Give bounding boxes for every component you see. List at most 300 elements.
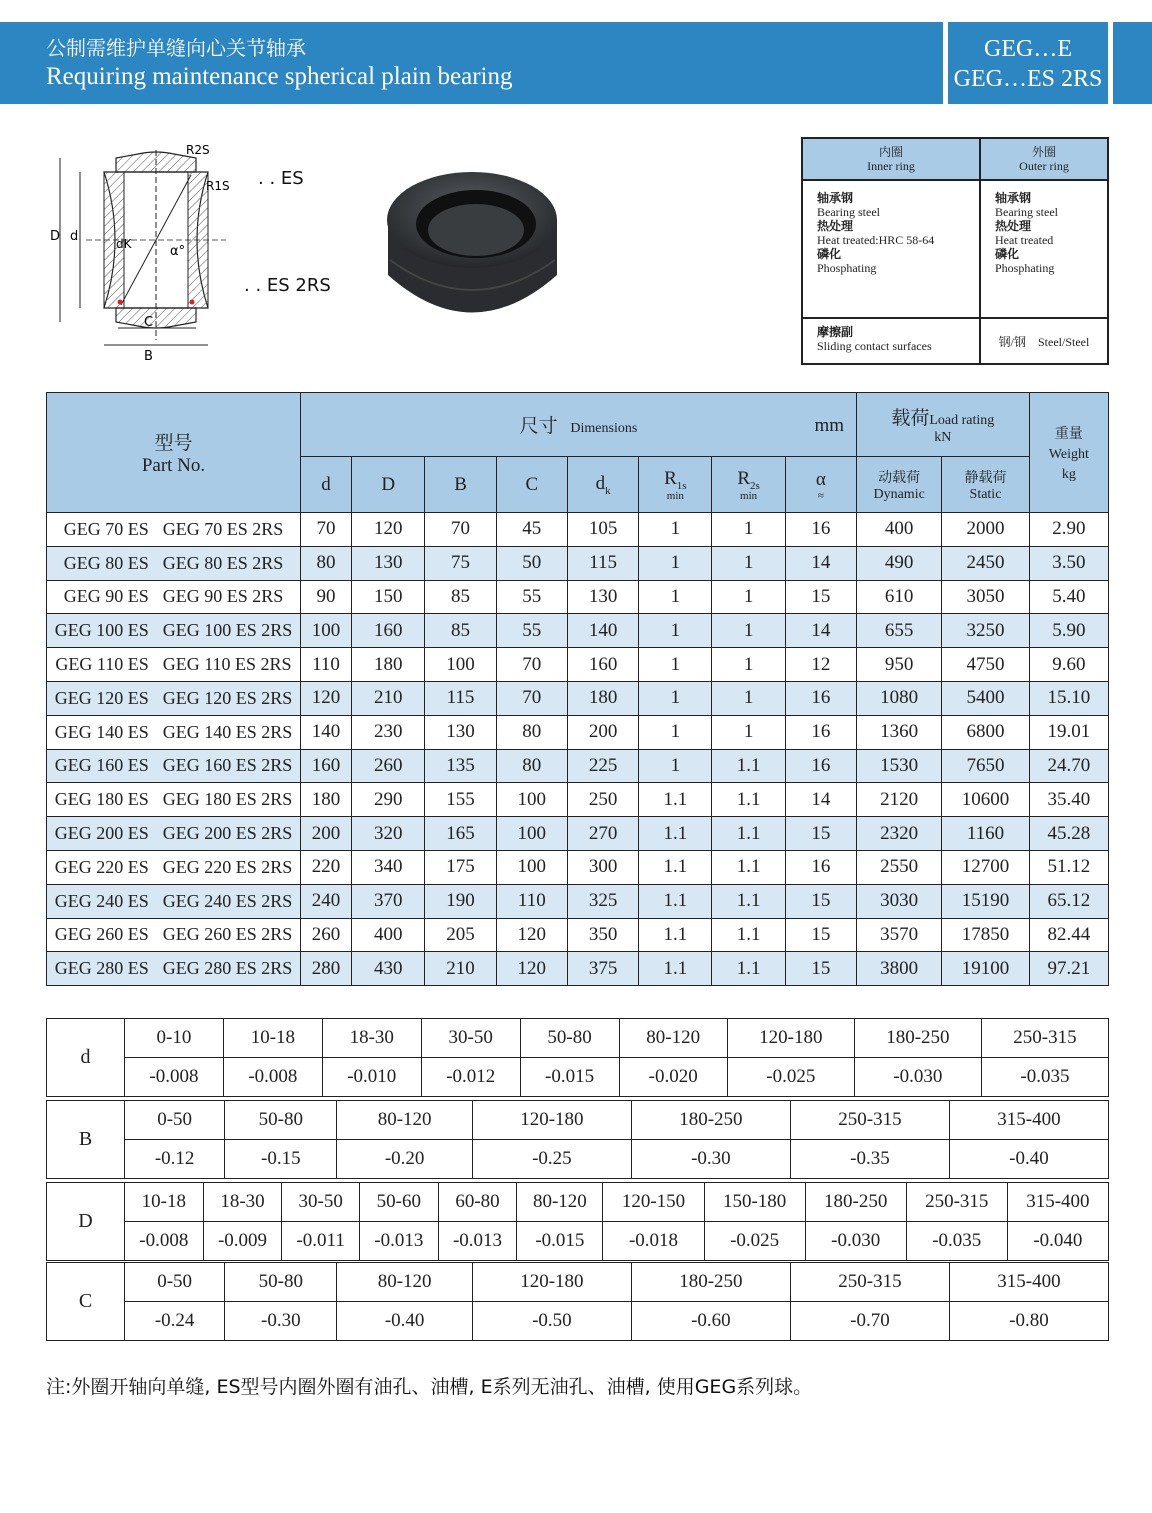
table-cell: 1080: [857, 681, 942, 715]
table-row: [47, 952, 1109, 986]
table-cell: 15190: [942, 884, 1029, 918]
table-cell: 55: [496, 580, 567, 614]
tolerance-table-C: [46, 1262, 1109, 1341]
table-cell: 160: [352, 614, 425, 648]
tolerance-value: -0.035: [981, 1058, 1108, 1097]
dk-sub: k: [605, 484, 611, 497]
table-cell: 320: [352, 817, 425, 851]
tolerance-range: 180-250: [631, 1101, 790, 1140]
part-es-2rs: GEG 80 ES 2RS: [162, 552, 284, 573]
tolerance-range: 315-400: [1007, 1183, 1108, 1222]
table-cell: 9.60: [1029, 648, 1108, 682]
tolerance-value: -0.015: [520, 1058, 619, 1097]
table-cell: 1.1: [712, 952, 785, 986]
alpha-main: α: [815, 468, 826, 490]
table-cell: 120: [352, 513, 425, 547]
sta-en: Static: [969, 486, 1002, 502]
series-banner: [948, 22, 1108, 104]
table-row: [47, 783, 1109, 817]
table-cell: 45: [496, 513, 567, 547]
tolerance-label: B: [47, 1101, 125, 1179]
tolerance-range: 0-10: [125, 1019, 224, 1058]
tolerance-value: -0.040: [1007, 1222, 1108, 1261]
label-B: B: [144, 349, 153, 364]
tolerance-label: C: [47, 1263, 125, 1341]
header-edge: [1113, 22, 1152, 104]
tolerance-value: -0.008: [125, 1222, 204, 1261]
table-cell: 1: [639, 580, 712, 614]
tolerance-value: -0.030: [805, 1222, 906, 1261]
table-cell: 260: [352, 749, 425, 783]
part-es: GEG 70 ES: [63, 518, 149, 539]
title-en: Requiring maintenance spherical plain bearing: [46, 63, 513, 90]
table-cell: 1: [712, 648, 785, 682]
tolerance-range: 10-18: [223, 1019, 322, 1058]
sliding-cn: 摩擦副: [817, 325, 854, 339]
table-cell: 3800: [857, 952, 942, 986]
part-es-2rs: GEG 70 ES 2RS: [162, 518, 284, 539]
col-r1s: [639, 457, 712, 513]
part-es: GEG 240 ES: [54, 890, 149, 911]
part-es-2rs: GEG 100 ES 2RS: [162, 620, 293, 641]
table-cell: 3570: [857, 918, 942, 952]
outer-ring-spec: [980, 180, 1108, 318]
tolerance-value: -0.018: [603, 1222, 704, 1261]
table-cell: 2450: [942, 546, 1029, 580]
bearing-photo: [380, 150, 565, 330]
table-row: [47, 850, 1109, 884]
table-cell: 250: [567, 783, 638, 817]
table-cell: 3250: [942, 614, 1029, 648]
weight-en: Weight: [1048, 446, 1089, 462]
table-cell: 205: [425, 918, 496, 952]
table-cell: 85: [425, 580, 496, 614]
inner-ring-spec: [802, 180, 980, 318]
table-cell: 1.1: [639, 850, 712, 884]
part-es: GEG 100 ES: [54, 620, 149, 641]
table-cell: 1.1: [712, 749, 785, 783]
part-es-2rs: GEG 120 ES 2RS: [162, 687, 293, 708]
label-r2s: R2S: [186, 143, 210, 157]
table-cell: 1: [639, 715, 712, 749]
tolerance-value: -0.015: [517, 1222, 603, 1261]
r2s-sub: 2s: [750, 479, 760, 492]
tolerance-range: 30-50: [282, 1183, 360, 1222]
tolerance-range: 250-315: [906, 1183, 1007, 1222]
part-es-2rs: GEG 280 ES 2RS: [162, 958, 293, 979]
load-header: [857, 393, 1030, 457]
tolerance-range: 120-180: [727, 1019, 854, 1058]
tolerance-value: -0.008: [223, 1058, 322, 1097]
table-cell: 5400: [942, 681, 1029, 715]
label-dk: dK: [116, 237, 132, 251]
tolerance-value: -0.12: [125, 1140, 225, 1179]
table-cell: 120: [496, 952, 567, 986]
table-cell: 610: [857, 580, 942, 614]
table-cell: 130: [352, 546, 425, 580]
tolerance-range: 30-50: [421, 1019, 520, 1058]
tolerance-value: -0.60: [631, 1302, 790, 1341]
part-es-2rs: GEG 240 ES 2RS: [162, 890, 293, 911]
table-cell: 1: [639, 681, 712, 715]
tolerance-value: -0.008: [125, 1058, 224, 1097]
part-es: GEG 120 ES: [54, 687, 149, 708]
col-C: C: [496, 457, 567, 513]
spec-line: 磷化: [995, 247, 1020, 261]
tolerance-value: -0.030: [854, 1058, 981, 1097]
tolerance-range: 80-120: [337, 1263, 473, 1302]
dims-unit: mm: [814, 415, 844, 436]
table-cell: 1: [712, 513, 785, 547]
table-cell: 1.1: [712, 850, 785, 884]
spec-line: 磷化: [817, 247, 842, 261]
table-cell: 14: [785, 783, 856, 817]
table-cell: 75: [425, 546, 496, 580]
tolerance-range: 80-120: [619, 1019, 727, 1058]
part-no-cell: [47, 918, 301, 952]
tolerance-range: 50-80: [520, 1019, 619, 1058]
tolerance-value: -0.15: [225, 1140, 337, 1179]
part-es-2rs: GEG 110 ES 2RS: [162, 654, 292, 675]
part-es: GEG 220 ES: [54, 856, 149, 877]
table-cell: 90: [300, 580, 351, 614]
table-cell: 220: [300, 850, 351, 884]
table-cell: 12700: [942, 850, 1029, 884]
r2s-min: min: [740, 490, 758, 503]
table-cell: 15: [785, 580, 856, 614]
part-no-cell: [47, 546, 301, 580]
part-es: GEG 200 ES: [54, 823, 149, 844]
tolerance-value: -0.25: [472, 1140, 631, 1179]
part-en: Part No.: [141, 455, 206, 476]
part-es: GEG 90 ES: [63, 586, 149, 607]
table-cell: 375: [567, 952, 638, 986]
load-en: Load rating: [929, 413, 995, 428]
tolerance-value: -0.80: [949, 1302, 1108, 1341]
table-cell: 1360: [857, 715, 942, 749]
part-es-2rs: GEG 260 ES 2RS: [162, 924, 293, 945]
tolerance-range: 250-315: [790, 1263, 949, 1302]
spec-line: Heat treated: [995, 233, 1054, 247]
table-cell: 100: [496, 783, 567, 817]
tolerance-range: 80-120: [517, 1183, 603, 1222]
spec-line: 热处理: [995, 219, 1032, 233]
tolerance-value: -0.30: [225, 1302, 337, 1341]
series-1: GEG…E: [984, 36, 1072, 62]
part-no-cell: [47, 749, 301, 783]
part-no-cell: [47, 648, 301, 682]
tolerance-range: 250-315: [790, 1101, 949, 1140]
tolerance-range: 120-180: [472, 1101, 631, 1140]
table-cell: 190: [425, 884, 496, 918]
tolerance-range: 250-315: [981, 1019, 1108, 1058]
table-cell: 1: [712, 681, 785, 715]
table-row: [47, 817, 1109, 851]
r1s-main: R: [664, 467, 677, 489]
table-cell: 280: [300, 952, 351, 986]
tolerance-value: -0.35: [790, 1140, 949, 1179]
table-cell: 85: [425, 614, 496, 648]
tolerance-range: 180-250: [631, 1263, 790, 1302]
table-cell: 325: [567, 884, 638, 918]
table-cell: 490: [857, 546, 942, 580]
table-cell: 1: [712, 580, 785, 614]
tolerance-value: -0.20: [337, 1140, 473, 1179]
table-cell: 14: [785, 546, 856, 580]
spec-line: Bearing steel: [995, 205, 1058, 219]
material-table: [801, 137, 1109, 365]
table-cell: 950: [857, 648, 942, 682]
header-banner: [0, 22, 943, 104]
sta-cn: 静载荷: [964, 470, 1007, 486]
load-unit: kN: [934, 430, 952, 445]
table-cell: 300: [567, 850, 638, 884]
tolerance-value: -0.009: [203, 1222, 282, 1261]
alpha-approx: ≈: [817, 489, 824, 502]
tolerance-range: 18-30: [203, 1183, 282, 1222]
table-cell: 2120: [857, 783, 942, 817]
table-cell: 12: [785, 648, 856, 682]
table-cell: 10600: [942, 783, 1029, 817]
table-cell: 1: [639, 648, 712, 682]
col-dynamic: [857, 457, 942, 513]
tolerance-range: 10-18: [125, 1183, 204, 1222]
part-no-cell: [47, 783, 301, 817]
table-cell: 35.40: [1029, 783, 1108, 817]
table-cell: 200: [300, 817, 351, 851]
dims-cn: 尺寸: [519, 416, 558, 437]
table-cell: 200: [567, 715, 638, 749]
outer-ring-header: [980, 138, 1108, 180]
table-cell: 70: [496, 648, 567, 682]
dimensions-header: [300, 393, 856, 457]
table-cell: 3030: [857, 884, 942, 918]
table-cell: 140: [567, 614, 638, 648]
table-cell: 15.10: [1029, 681, 1108, 715]
table-row: [47, 648, 1109, 682]
table-cell: 1: [639, 513, 712, 547]
table-cell: 1530: [857, 749, 942, 783]
spec-line: Phosphating: [817, 261, 877, 275]
table-cell: 340: [352, 850, 425, 884]
col-static: [942, 457, 1029, 513]
tolerance-table-d: [46, 1018, 1109, 1097]
table-cell: 1.1: [712, 783, 785, 817]
table-cell: 15: [785, 817, 856, 851]
part-es: GEG 160 ES: [54, 755, 149, 776]
table-cell: 45.28: [1029, 817, 1108, 851]
table-cell: 120: [300, 681, 351, 715]
table-cell: 16: [785, 681, 856, 715]
table-cell: 97.21: [1029, 952, 1108, 986]
spec-line: 热处理: [817, 219, 854, 233]
table-cell: 370: [352, 884, 425, 918]
inner-cn: 内圈: [878, 145, 903, 159]
table-cell: 15: [785, 918, 856, 952]
tolerance-range: 120-180: [472, 1263, 631, 1302]
table-cell: 50: [496, 546, 567, 580]
table-cell: 24.70: [1029, 749, 1108, 783]
table-cell: 16: [785, 850, 856, 884]
dyn-en: Dynamic: [873, 486, 925, 502]
sliding-value: 钢/钢 Steel/Steel: [998, 334, 1090, 349]
table-cell: 70: [496, 681, 567, 715]
part-es: GEG 140 ES: [54, 721, 149, 742]
tolerance-range: 120-150: [603, 1183, 704, 1222]
table-cell: 80: [496, 715, 567, 749]
tolerance-range: 80-120: [337, 1101, 473, 1140]
table-cell: 1.1: [639, 884, 712, 918]
table-cell: 80: [496, 749, 567, 783]
tolerance-range: 60-80: [438, 1183, 517, 1222]
tolerance-table-D: [46, 1182, 1109, 1261]
table-cell: 110: [300, 648, 351, 682]
part-es-2rs: GEG 90 ES 2RS: [162, 586, 284, 607]
table-cell: 100: [496, 850, 567, 884]
r1s-sub: 1s: [676, 479, 687, 492]
tolerance-value: -0.013: [359, 1222, 438, 1261]
sliding-surface-value: [980, 318, 1108, 364]
sliding-surface-label: [802, 318, 980, 364]
table-cell: 82.44: [1029, 918, 1108, 952]
table-cell: 1.1: [712, 817, 785, 851]
part-es: GEG 180 ES: [54, 789, 149, 810]
series-2: GEG…ES 2RS: [953, 66, 1103, 92]
label-C: C: [144, 315, 154, 330]
tolerance-value: -0.24: [125, 1302, 225, 1341]
table-cell: 6800: [942, 715, 1029, 749]
title-cn: 公制需维护单缝向心关节轴承: [46, 36, 306, 60]
table-cell: 225: [567, 749, 638, 783]
footnote: 注:外圈开轴向单缝, ES型号内圈外圈有油孔、油槽, E系列无油孔、油槽, 使用GEG系列球。: [46, 1376, 813, 1398]
part-no-header: [47, 393, 301, 513]
table-cell: 1: [639, 614, 712, 648]
table-cell: 110: [496, 884, 567, 918]
table-cell: 16: [785, 749, 856, 783]
tolerance-label: D: [47, 1183, 125, 1261]
dk-main: d: [595, 472, 606, 494]
table-cell: 15: [785, 884, 856, 918]
table-row: [47, 546, 1109, 580]
table-cell: 160: [300, 749, 351, 783]
table-row: [47, 614, 1109, 648]
tolerance-value: -0.40: [949, 1140, 1108, 1179]
tolerance-value: -0.025: [727, 1058, 854, 1097]
table-cell: 3.50: [1029, 546, 1108, 580]
part-es: GEG 260 ES: [54, 924, 149, 945]
part-no-cell: [47, 580, 301, 614]
tolerance-range: 50-80: [225, 1101, 337, 1140]
table-cell: 115: [425, 681, 496, 715]
table-row: [47, 715, 1109, 749]
table-cell: 180: [352, 648, 425, 682]
table-cell: 17850: [942, 918, 1029, 952]
weight-cn: 重量: [1054, 426, 1083, 442]
table-cell: 70: [425, 513, 496, 547]
table-cell: 16: [785, 715, 856, 749]
table-cell: 2000: [942, 513, 1029, 547]
tolerance-value: -0.50: [472, 1302, 631, 1341]
tolerance-value: -0.013: [438, 1222, 517, 1261]
table-cell: 2320: [857, 817, 942, 851]
part-no-cell: [47, 513, 301, 547]
table-cell: 100: [496, 817, 567, 851]
tolerance-range: 315-400: [949, 1101, 1108, 1140]
table-cell: 1160: [942, 817, 1029, 851]
table-cell: 180: [567, 681, 638, 715]
table-cell: 1: [639, 749, 712, 783]
part-cn: 型号: [154, 433, 193, 454]
spec-line: Bearing steel: [817, 205, 880, 219]
table-cell: 140: [300, 715, 351, 749]
table-cell: 51.12: [1029, 850, 1108, 884]
es-label: . . ES: [258, 168, 304, 189]
part-es-2rs: GEG 180 ES 2RS: [162, 789, 293, 810]
table-cell: 3050: [942, 580, 1029, 614]
table-cell: 1: [712, 614, 785, 648]
tolerance-value: -0.40: [337, 1302, 473, 1341]
table-cell: 260: [300, 918, 351, 952]
table-cell: 120: [496, 918, 567, 952]
table-cell: 14: [785, 614, 856, 648]
table-row: [47, 513, 1109, 547]
tolerance-value: -0.025: [704, 1222, 805, 1261]
r1s-min: min: [666, 490, 684, 503]
tolerance-range: 0-50: [125, 1263, 225, 1302]
outer-en: Outer ring: [1019, 159, 1069, 173]
spec-line: Heat treated:HRC 58-64: [817, 233, 935, 247]
label-alpha: α°: [170, 244, 186, 259]
part-es-2rs: GEG 140 ES 2RS: [162, 721, 293, 742]
bearing-cross-section-drawing: [46, 140, 366, 365]
table-cell: 19100: [942, 952, 1029, 986]
table-row: [47, 681, 1109, 715]
table-cell: 1.1: [639, 918, 712, 952]
table-cell: 65.12: [1029, 884, 1108, 918]
label-r1s: R1S: [206, 179, 230, 193]
table-cell: 1.1: [712, 884, 785, 918]
part-es: GEG 280 ES: [54, 958, 149, 979]
table-cell: 155: [425, 783, 496, 817]
table-cell: 1.1: [639, 952, 712, 986]
table-cell: 430: [352, 952, 425, 986]
table-cell: 270: [567, 817, 638, 851]
r2s-main: R: [737, 467, 751, 489]
tolerance-range: 180-250: [805, 1183, 906, 1222]
table-cell: 160: [567, 648, 638, 682]
table-cell: 1: [712, 715, 785, 749]
table-row: [47, 749, 1109, 783]
tolerance-range: 50-60: [359, 1183, 438, 1222]
col-d: d: [300, 457, 351, 513]
table-cell: 1.1: [712, 918, 785, 952]
tolerance-range: 315-400: [949, 1263, 1108, 1302]
table-cell: 240: [300, 884, 351, 918]
spec-line: 轴承钢: [817, 191, 854, 205]
table-row: [47, 884, 1109, 918]
part-no-cell: [47, 681, 301, 715]
table-row: [47, 580, 1109, 614]
dims-en: Dimensions: [570, 421, 638, 436]
table-cell: 400: [352, 918, 425, 952]
spec-line: Phosphating: [995, 261, 1055, 275]
weight-header: [1029, 393, 1108, 513]
weight-unit: kg: [1061, 466, 1076, 482]
table-cell: 1: [712, 546, 785, 580]
table-cell: 150: [352, 580, 425, 614]
table-cell: 19.01: [1029, 715, 1108, 749]
label-D: D: [50, 229, 61, 244]
